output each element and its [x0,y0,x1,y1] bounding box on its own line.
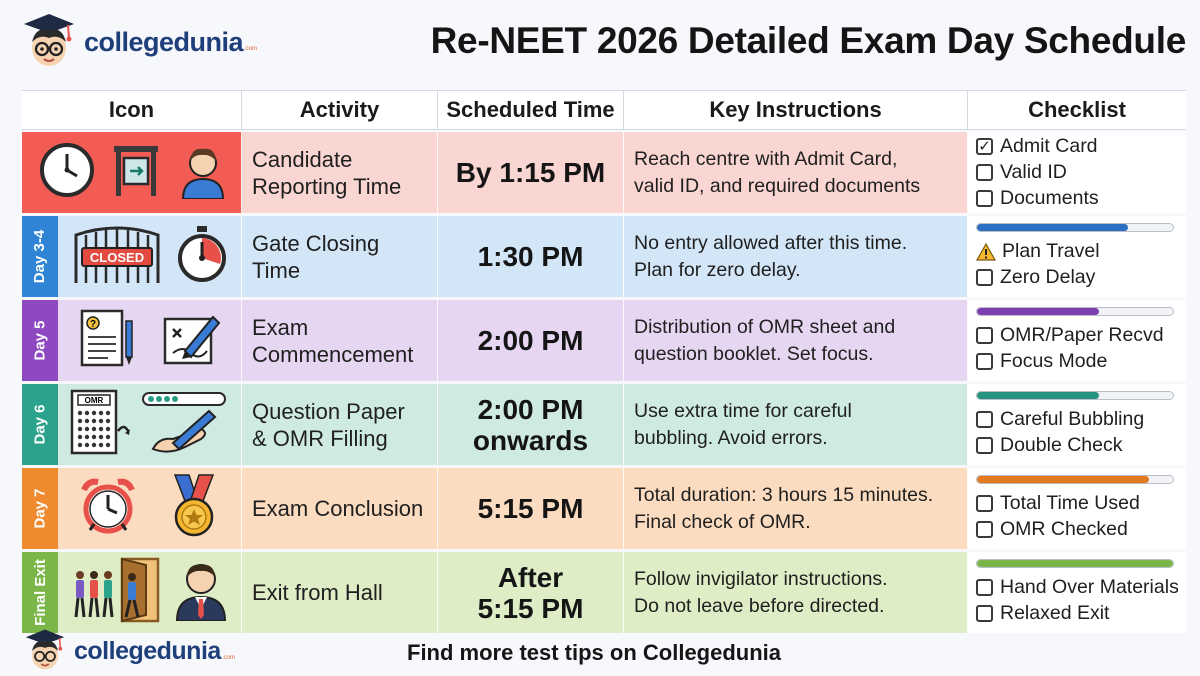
checklist-cell [968,216,1186,297]
checkbox[interactable] [976,353,993,370]
checklist-label: OMR Checked [1000,518,1128,540]
footer-logo[interactable] [24,628,235,674]
checklist-item[interactable] [976,239,1186,265]
checkbox[interactable] [976,579,993,596]
mascot-icon [24,628,66,674]
progress-bar [976,223,1174,232]
activity-cell [242,468,438,549]
door-icon [108,142,164,203]
checklist-cell [968,468,1186,549]
instructions-cell [624,132,968,213]
stopwatch-icon [175,224,229,289]
footer-text: Find more test tips on Collegedunia [407,640,782,665]
document-icon [76,307,138,374]
activity-text [252,495,423,522]
schedule-table [22,90,1186,633]
time-line: After [497,561,564,593]
checklist-item[interactable] [976,323,1186,349]
day-label: Final Exit [31,559,49,626]
activity-cell [242,384,438,465]
icon-cell [22,552,242,633]
activity-line: Time [252,257,301,283]
checkbox[interactable] [976,269,993,286]
svg-text:CLOSED: CLOSED [89,250,144,265]
activity-line: Gate Closing [252,230,380,256]
checklist-item[interactable] [976,433,1186,459]
icon-group [58,216,241,297]
checklist-label: Relaxed Exit [1000,602,1110,624]
instruction-line: Distribution of OMR sheet and [634,315,896,338]
header-activity: Activity [242,91,438,129]
svg-text:?: ? [89,319,96,330]
checklist-label: Valid ID [1000,161,1067,183]
table-row [22,132,1186,213]
instructions-text [634,146,920,200]
scheduled-time [473,394,588,456]
instruction-line: No entry allowed after this time. [634,231,908,254]
instructions-text [634,482,933,536]
checkbox[interactable] [976,164,993,181]
scheduled-time [478,241,584,272]
time-cell [438,132,624,213]
checklist-label: Plan Travel [1002,240,1100,262]
omr-sheet-icon [68,389,130,460]
progress-fill [977,560,1173,567]
activity-line: Question Paper [252,398,405,424]
icon-group [22,132,241,213]
checkbox[interactable] [976,495,993,512]
checkbox[interactable] [976,327,993,344]
checklist-cell [968,552,1186,633]
instruction-line: bubbling. Avoid errors. [634,426,828,449]
instruction-line: Use extra time for careful [634,399,852,422]
clock-icon [39,142,95,203]
activity-text [252,398,405,452]
activity-cell [242,132,438,213]
activity-line: & OMR Filling [252,425,388,451]
time-line: By 1:15 PM [455,157,606,188]
icon-cell [22,384,242,465]
scheduled-time [456,157,605,188]
time-line: 1:30 PM [477,241,584,272]
instructions-cell [624,468,968,549]
table-row [22,300,1186,381]
icon-group [58,552,241,633]
checklist-item[interactable] [976,265,1186,291]
checklist-item[interactable] [976,517,1186,543]
progress-bar [976,307,1174,316]
day-tab [22,468,58,549]
time-line: 2:00 PM [477,393,584,425]
instruction-line: valid ID, and required documents [634,174,921,197]
header-checklist: Checklist [1028,97,1126,122]
instructions-cell [624,216,968,297]
checklist-label: OMR/Paper Recvd [1000,324,1164,346]
alarm-clock-icon [78,476,138,541]
icon-cell [22,468,242,549]
medal-icon [167,473,221,544]
time-cell [438,300,624,381]
checkbox-checked[interactable]: ✓ [976,138,993,155]
checklist-cell [968,132,1186,213]
instructions-cell [624,384,968,465]
icon-cell [22,216,242,297]
instructions-text [634,398,852,452]
table-header [22,90,1186,130]
time-cell [438,468,624,549]
activity-text [252,314,413,368]
checklist-label: Documents [1000,187,1099,209]
day-tab [22,384,58,465]
header [0,0,1200,88]
activity-cell [242,216,438,297]
checklist-item[interactable] [976,601,1186,627]
table-row [22,552,1186,633]
instruction-line: Plan for zero delay. [634,258,801,281]
instruction-line: Do not leave before directed. [634,594,885,617]
time-cell [438,552,624,633]
instruction-line: Final check of OMR. [634,510,811,533]
scheduled-time [478,562,584,624]
checklist-item[interactable] [976,407,1186,433]
instructions-text [634,566,888,620]
activity-line: Commencement [252,341,414,367]
activity-line: Reporting Time [252,173,402,199]
time-cell [438,216,624,297]
brand-name: collegedunia [84,26,244,57]
activity-text [252,230,379,284]
instruction-line: Reach centre with Admit Card, [634,147,898,170]
progress-bar [976,559,1174,568]
instructions-cell [624,300,968,381]
checklist-label: Admit Card [1000,135,1098,157]
invigilator-icon [173,559,229,626]
day-label: Day 5 [31,320,49,361]
checklist-item[interactable] [976,186,1186,212]
checkbox[interactable] [976,437,993,454]
activity-cell [242,300,438,381]
day-label: Day 6 [31,404,49,445]
checklist-label: Focus Mode [1000,350,1108,372]
checklist-item[interactable] [976,349,1186,375]
activity-cell [242,552,438,633]
page-title: Re-NEET 2026 Detailed Exam Day Schedule [430,20,1186,61]
header-time: Scheduled Time [438,91,624,129]
mascot-icon [22,12,76,72]
day-label: Day 7 [31,488,49,529]
checkbox[interactable] [976,605,993,622]
time-line: 5:15 PM [477,493,584,524]
scheduled-time [478,493,584,524]
activity-line: Exit from Hall [252,580,383,605]
table-row [22,216,1186,297]
scheduled-time [478,325,584,356]
checklist-item[interactable] [976,575,1186,601]
day-tab [22,216,58,297]
warning-icon [976,243,996,261]
instructions-text [634,314,895,368]
checklist-cell [968,384,1186,465]
checklist-label: Total Time Used [1000,492,1140,514]
activity-line: Candidate [252,146,353,172]
icon-group [58,384,241,465]
table-body [22,132,1186,633]
closed-gate-icon [70,223,164,290]
checklist-item[interactable] [976,134,1186,160]
time-line: 2:00 PM [477,325,584,356]
icon-cell [22,300,242,381]
brand-logo[interactable] [22,12,257,72]
brand-name: collegedunia [74,636,221,665]
pen-sign-icon [161,307,223,374]
hand-writing-icon [139,389,231,460]
table-row [22,468,1186,549]
table-row [22,384,1186,465]
day-label: Day 3-4 [31,229,49,284]
instruction-line: Follow invigilator instructions. [634,567,888,590]
progress-bar [976,391,1174,400]
people-exit-icon [70,557,162,628]
instruction-line: Total duration: 3 hours 15 minutes. [634,483,934,506]
checklist-cell [968,300,1186,381]
icon-cell [22,132,242,213]
brand-suffix: .com [221,655,235,661]
icon-group [58,468,241,549]
progress-bar [976,475,1174,484]
activity-text [252,579,383,606]
activity-text [252,146,401,200]
checklist-item[interactable] [976,491,1186,517]
svg-text:OMR: OMR [84,396,104,405]
checklist-item[interactable] [976,160,1186,186]
instructions-text [634,230,907,284]
checklist-label: Double Check [1000,434,1123,456]
checklist-label: Zero Delay [1000,266,1096,288]
time-line: onwards [472,424,589,456]
day-tab [22,300,58,381]
header-icon: Icon [22,91,242,129]
checkbox[interactable] [976,190,993,207]
header-instructions: Key Instructions [624,91,968,129]
progress-fill [977,476,1149,483]
checkbox[interactable] [976,521,993,538]
activity-line: Exam [252,314,309,340]
checklist-label: Hand Over Materials [1000,576,1179,598]
checklist-label: Careful Bubbling [1000,408,1145,430]
activity-line: Exam Conclusion [252,496,424,521]
time-line: 5:15 PM [477,592,584,624]
icon-group [58,300,241,381]
checkbox[interactable] [976,411,993,428]
time-cell [438,384,624,465]
student-icon [178,141,228,204]
progress-fill [977,308,1099,315]
day-tab [22,552,58,633]
instruction-line: question booklet. Set focus. [634,342,874,365]
brand-suffix: .com [244,46,258,52]
progress-fill [977,392,1099,399]
instructions-cell [624,552,968,633]
progress-fill [977,224,1128,231]
